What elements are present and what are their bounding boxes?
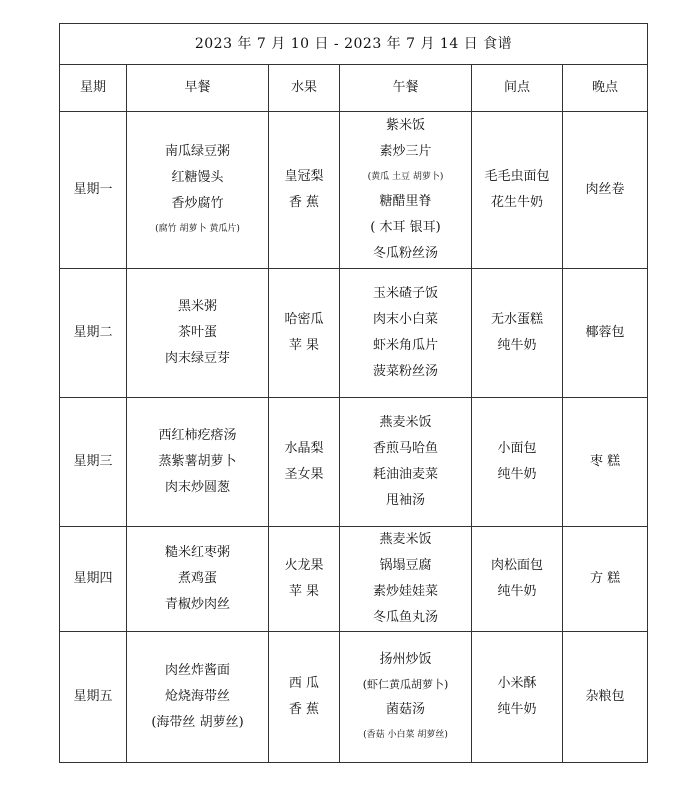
menu-item: 糙米红枣粥 [164, 545, 230, 560]
day-cell: 星期一 [60, 112, 127, 269]
lunch-cell [340, 527, 472, 632]
lunch-cell [340, 112, 472, 269]
menu-item: 素炒娃娃菜 [372, 584, 438, 599]
breakfast-cell [127, 527, 269, 632]
menu-item: 耗油油麦菜 [372, 467, 438, 482]
menu-item: 小面包 [497, 441, 537, 456]
breakfast-cell [127, 269, 269, 398]
menu-note: (香菇 小白菜 胡萝丝) [363, 730, 448, 740]
menu-item: 香 蕉 [288, 195, 320, 210]
menu-item: 青椒炒肉丝 [164, 597, 230, 612]
menu-item: 无水蛋糕 [490, 312, 543, 327]
menu-item: 哈密瓜 [284, 312, 324, 327]
menu-item: 甩袖汤 [385, 493, 425, 508]
menu-item: 西红柿疙瘩汤 [158, 428, 237, 443]
menu-item: 肉丝炸酱面 [164, 663, 230, 678]
snack-cell [472, 527, 563, 632]
lunch-cell [340, 398, 472, 527]
breakfast-cell [127, 632, 269, 763]
menu-item: 茶叶蛋 [177, 325, 217, 340]
day-cell: 星期三 [60, 398, 127, 527]
snack-cell [472, 269, 563, 398]
menu-item: 虾米角瓜片 [372, 338, 438, 353]
menu-item: 火龙果 [284, 558, 324, 573]
menu-item: 花生牛奶 [490, 195, 543, 210]
fruit-cell [269, 269, 340, 398]
header-lunch: 午餐 [340, 65, 472, 112]
header-dinner: 晚点 [563, 65, 648, 112]
menu-item: 燕麦米饭 [379, 415, 432, 430]
menu-item: 炝烧海带丝 [164, 689, 230, 704]
fruit-cell [269, 527, 340, 632]
table-row-wednesday [60, 398, 648, 527]
dinner-cell: 杂粮包 [563, 632, 648, 763]
table-row-monday [60, 112, 648, 269]
menu-item: 南瓜绿豆粥 [164, 144, 230, 159]
menu-item: ( 木耳 银耳) [370, 220, 441, 235]
menu-item: 圣女果 [284, 467, 324, 482]
menu-note: (虾仁黄瓜胡萝卜) [362, 678, 449, 691]
table-row-thursday [60, 527, 648, 632]
menu-item: 小米酥 [497, 676, 537, 691]
table-row-tuesday [60, 269, 648, 398]
menu-item: 黑米粥 [177, 299, 217, 314]
menu-item: 糖醋里脊 [379, 194, 432, 209]
menu-item: 纯牛奶 [497, 702, 537, 717]
menu-item: 苹 果 [288, 584, 320, 599]
fruit-cell [269, 632, 340, 763]
menu-item: 纯牛奶 [497, 338, 537, 353]
menu-item: 紫米饭 [385, 118, 425, 133]
menu-item: 冬瓜鱼丸汤 [372, 610, 438, 625]
menu-item: 香 蕉 [288, 702, 320, 717]
menu-item: 肉末炒圆葱 [164, 480, 230, 495]
menu-item: 燕麦米饭 [379, 532, 432, 547]
menu-item: 肉松面包 [490, 558, 543, 573]
menu-item: 肉末绿豆芽 [164, 351, 230, 366]
menu-item: 皇冠梨 [284, 169, 324, 184]
menu-item: (海带丝 胡萝丝) [151, 715, 244, 730]
menu-item: 纯牛奶 [497, 584, 537, 599]
menu-item: 菠菜粉丝汤 [372, 364, 438, 379]
menu-item: 香煎马哈鱼 [372, 441, 438, 456]
menu-item: 香炒腐竹 [171, 196, 224, 211]
fruit-cell [269, 398, 340, 527]
dinner-cell: 方 糕 [563, 527, 648, 632]
snack-cell [472, 112, 563, 269]
menu-item: 煮鸡蛋 [177, 571, 217, 586]
menu-item: 水晶梨 [284, 441, 324, 456]
day-cell: 星期五 [60, 632, 127, 763]
dinner-cell: 肉丝卷 [563, 112, 648, 269]
header-snack: 间点 [472, 65, 563, 112]
menu-item: 冬瓜粉丝汤 [372, 246, 438, 261]
menu-item: 菌菇汤 [385, 702, 425, 717]
snack-cell [472, 632, 563, 763]
menu-item: 西 瓜 [288, 676, 320, 691]
page-title: 2023 年 7 月 10 日 - 2023 年 7 月 14 日 食谱 [60, 24, 648, 65]
menu-item: 红糖馒头 [171, 170, 224, 185]
menu-item: 纯牛奶 [497, 467, 537, 482]
table-row-friday [60, 632, 648, 763]
lunch-cell [340, 269, 472, 398]
menu-item: 毛毛虫面包 [484, 169, 550, 184]
menu-item: 素炒三片 [379, 144, 432, 159]
header-fruit: 水果 [269, 65, 340, 112]
day-cell: 星期二 [60, 269, 127, 398]
menu-table [59, 23, 648, 763]
day-cell: 星期四 [60, 527, 127, 632]
menu-item: 锅塌豆腐 [379, 558, 432, 573]
breakfast-cell [127, 398, 269, 527]
breakfast-cell [127, 112, 269, 269]
menu-item: 玉米碴子饭 [372, 286, 438, 301]
menu-item: 扬州炒饭 [379, 652, 432, 667]
menu-item: 蒸紫薯胡萝卜 [158, 454, 237, 469]
menu-item: 苹 果 [288, 338, 320, 353]
snack-cell [472, 398, 563, 527]
dinner-cell: 枣 糕 [563, 398, 648, 527]
header-breakfast: 早餐 [127, 65, 269, 112]
menu-note: (黄瓜 土豆 胡萝卜) [367, 172, 444, 182]
menu-note: (腐竹 胡萝卜 黄瓜片) [155, 224, 240, 234]
fruit-cell [269, 112, 340, 269]
lunch-cell [340, 632, 472, 763]
dinner-cell: 椰蓉包 [563, 269, 648, 398]
menu-item: 肉末小白菜 [372, 312, 438, 327]
header-day: 星期 [60, 65, 127, 112]
header-row [60, 65, 648, 112]
